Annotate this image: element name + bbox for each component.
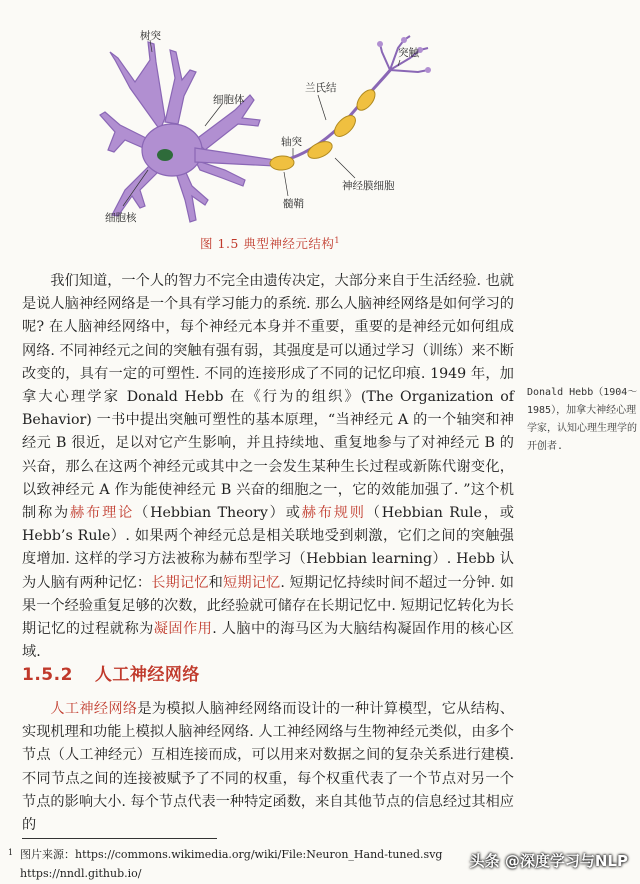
neuron-illustration xyxy=(0,0,640,262)
main-paragraph: 我们知道，一个人的智力不完全由遗传决定，大部分来自于生活经验. 也就是说人脑神经网络是一个具有学习能力的系统. 那么人脑神经网络是如何学习的呢? 在人脑神经网络中，每个神经元本身并不重要，重要的是神经元如何组成网络. 不同神经元之间的突触有强有弱，其强度是可以通过学习（训练）来不断改变的，具有一定的可塑性. 不同的连接形成了不同的记忆印痕. 1949 年，加拿大心理学家 Donald Hebb 在《行为的组织》(The Organization of Behavior) 一书中提出突触可塑性的基本原理，“当神经元 A 的一个轴突和神经元 B 很近，足以对它产生影响，并且持续地、重复地参与了对神经元 B 的兴奋，那么在这两个神经元或其中之一会发生某种生长过程或新陈代谢变化，以致神经元 A 作为能使神经元 B 兴奋的细胞之一，它的效能加强了. ”这个机制称为赫布理论（Hebbian Theory）或赫布规则（Hebbian Rule，或 Hebb’s Rule）. 如果两个神经元总是相关联地受到刺激，它们之间的突触强度增加. 这样的学习方法被称为赫布型学习（Hebbian learning）. Hebb 认为人脑有两种记忆：长期记忆和短期记忆. 短期记忆持续时间不超过一分钟. 如果一个经验重复足够的次数，此经验就可储存在长期记忆中. 短期记忆转化为长期记忆的过程就称为凝固作用. 人脑中的海马区为大脑结构凝固作用的核心区域. xyxy=(22,273,514,661)
nucleus-shape xyxy=(157,149,173,161)
ann-paragraph: 人工神经网络是为模拟人脑神经网络而设计的一种计算模型，它从结构、实现机理和功能上模拟人脑神经网络. 人工神经网络与生物神经元类似，由多个节点（人工神经元）互相连接而成，可以用来对数据之间的复杂关系进行建模. 不同节点之间的连接被赋予了不同的权重，每个权重代表了一个节点对另一个节点的影响大小. 每个节点代表一种特定函数，来自其他节点的信息经过其相应的 xyxy=(22,701,514,834)
section-heading xyxy=(22,660,200,685)
margin-note-hebb: Donald Hebb（1904～1985），加拿大神经心理学家，认知心理生理学的开创者. xyxy=(527,387,638,452)
term-long-term-memory: 长期记忆 xyxy=(151,574,209,591)
neuron-figure xyxy=(0,0,640,262)
footnote-source: 图片来源：https://commons.wikimedia.org/wiki/File:Neuron_Hand-tuned.svg xyxy=(20,848,443,861)
term-hebb-rule: 赫布规则 xyxy=(301,505,366,522)
label-myelin: 髓鞘 xyxy=(283,198,304,210)
footnote-url[interactable]: https://nndl.github.io/ xyxy=(20,867,142,880)
watermark: 头条 @深度学习与NLP xyxy=(469,852,628,870)
section-number: 1.5.2 xyxy=(22,665,73,685)
term-consolidation: 凝固作用 xyxy=(153,621,213,638)
label-axon: 轴突 xyxy=(281,136,302,148)
figure-caption: 图 1.5 典型神经元结构$^1$ xyxy=(200,235,340,251)
label-schwann-cell: 神经膜细胞 xyxy=(342,180,395,192)
section-title: 人工神经网络 xyxy=(94,665,200,685)
footnote-rule xyxy=(22,838,217,839)
label-nucleus: 细胞核 xyxy=(105,212,137,224)
label-synapse: 突触 xyxy=(398,47,419,59)
label-cell-body: 细胞体 xyxy=(213,94,245,106)
term-ann: 人工神经网络 xyxy=(50,701,138,717)
term-short-term-memory: 短期记忆 xyxy=(222,574,281,591)
term-hebb-theory: 赫布理论 xyxy=(70,505,135,522)
footnote: 1 图片来源：https://commons.wikimedia.org/wiki/File:Neuron_Hand-tuned.svg https://nndl.github.io/ xyxy=(8,845,608,883)
label-dendrite: 树突 xyxy=(140,30,161,42)
label-node-of-ranvier: 兰氏结 xyxy=(305,82,337,94)
